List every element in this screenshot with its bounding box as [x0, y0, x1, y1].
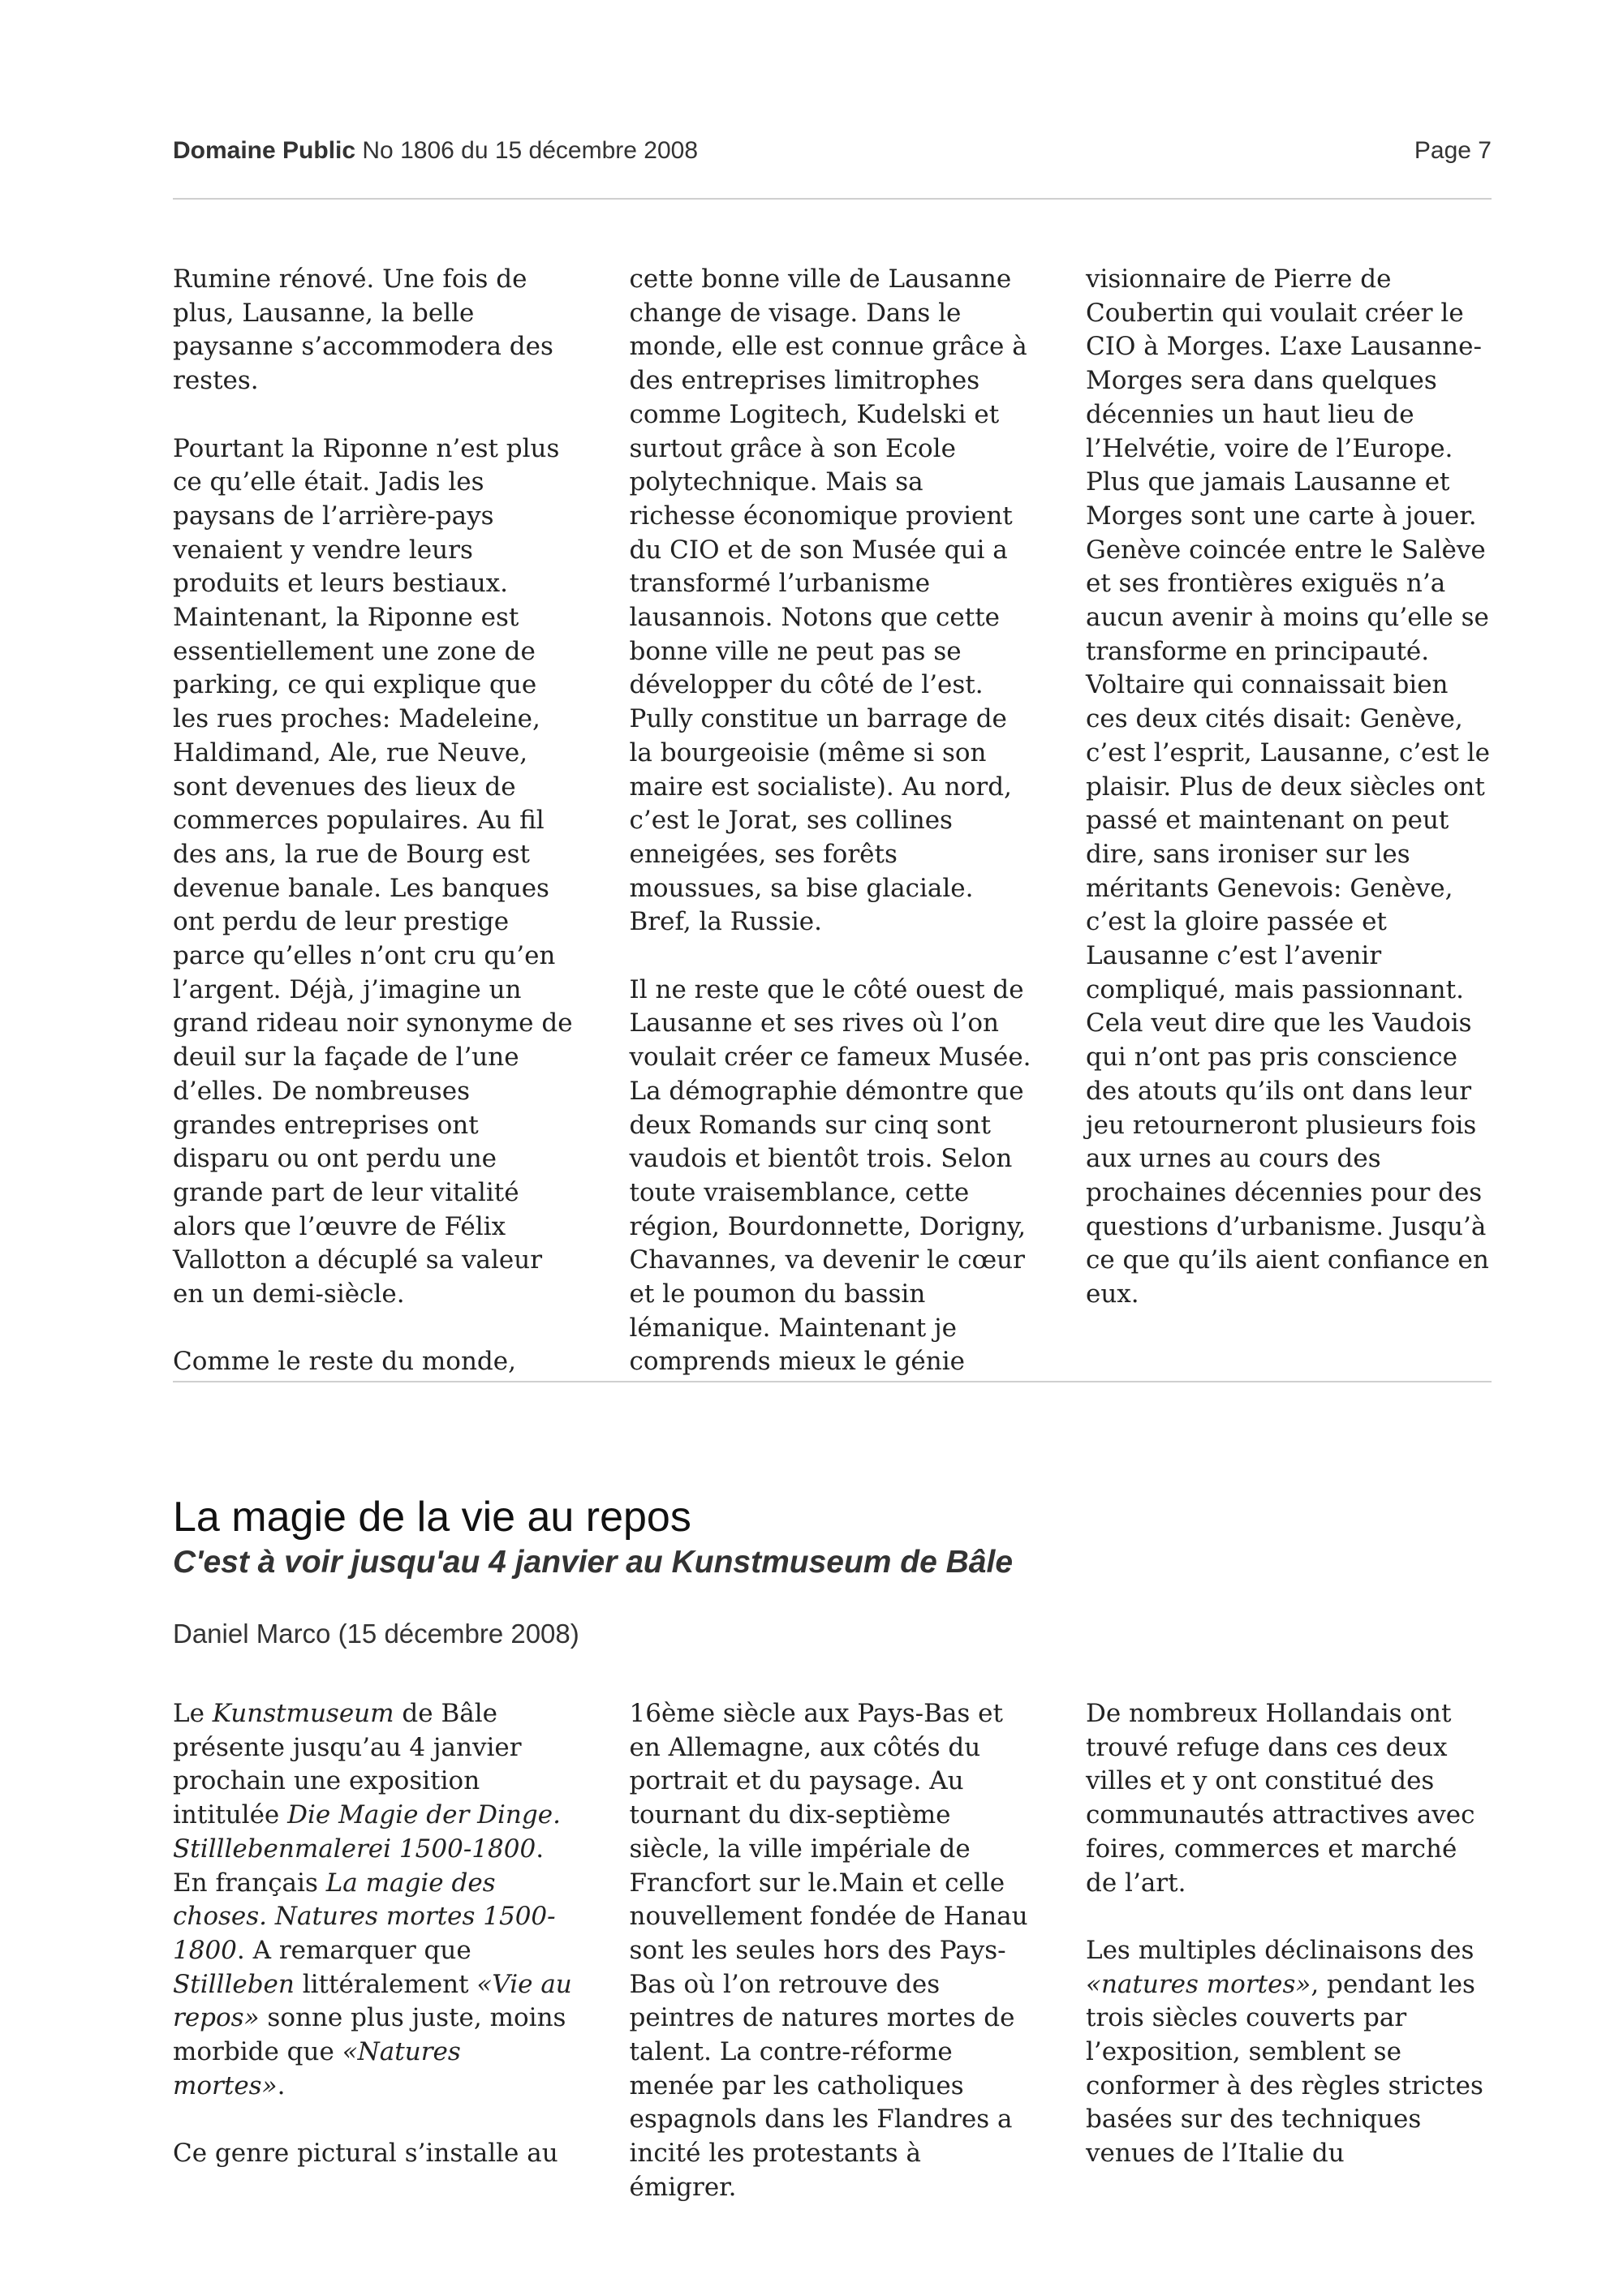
- page-header: [173, 133, 1492, 169]
- paragraph: [173, 1697, 579, 2103]
- text-run: Le: [173, 1699, 213, 1728]
- article-divider: [173, 1381, 1492, 1382]
- paragraph: Ce genre pictural s’installe au: [173, 2139, 558, 2169]
- italic-text: Stillleben: [173, 1969, 295, 1999]
- article-column-2: [630, 1697, 1035, 2205]
- article-column-3: [1086, 263, 1492, 1379]
- paragraph: Pourtant la Riponne n’est plus ce qu’elle était. Jadis les paysans de l’arrière-pays venaient y vendre leurs produits et leurs bestiaux. Maintenant, la Riponne est essentiellement une zone de parking, ce qui explique que les rues proches: Madeleine, Haldimand, Ale, rue Neuve, sont devenues des lieux de commerces populaires. Au fil des ans, la rue de Bourg est devenue banale. Les banques ont perdu de leur prestige parce qu’elles n’ont cru qu’en l’argent. Déjà, j’imagine un grand rideau noir synonyme de deuil sur la façade de l’une d’elles. De nombreuses grandes entreprises ont disparu ou ont perdu une grande part de leur vitalité alors que l’œuvre de Félix Vallotton a décuplé sa valeur en un demi-siècle.: [173, 433, 573, 1309]
- text-run: , pendant les trois siècles couverts par l’exposition, semblent se conformer à des règles strictes basées sur des techniques venues de l’Italie du: [1086, 1969, 1483, 2169]
- article-title: La magie de la vie au repos: [173, 1494, 691, 1541]
- article-column-3: [1086, 1697, 1492, 2205]
- article-column-1: [173, 1697, 579, 2205]
- paragraph: visionnaire de Pierre de Coubertin qui voulait créer le CIO à Morges. L’axe Lausanne-Morges sera dans quelques décennies un haut lieu de l’Helvétie, voire de l’Europe. Plus que jamais Lausanne et Morges sont une carte à jouer. Genève coincée entre le Salève et ses frontières exiguës n’a aucun avenir à moins qu’elle se transforme en principauté. Voltaire qui connaissait bien ces deux cités disait: Genève, c’est l’esprit, Lausanne, c’est le plaisir. Plus de deux siècles ont passé et maintenant on peut dire, sans ironiser sur les méritants Genevois: Genève, c’est la gloire passée et Lausanne c’est l’avenir compliqué, mais passionnant. Cela veut dire que les Vaudois qui n’ont pas pris conscience des atouts qu’ils ont dans leur jeu retourneront plusieurs fois aux urnes au cours des prochaines décennies pour des questions d’urbanisme. Jusqu’à ce que qu’ils aient confiance en eux.: [1086, 264, 1490, 1309]
- article-byline: Daniel Marco (15 décembre 2008): [173, 1619, 579, 1649]
- paragraph: Il ne reste que le côté ouest de Lausanne et ses rives où l’on voulait créer ce fameux Musée. La démographie démontre que deux Romands sur cinq sont vaudois et bientôt trois. Selon toute vraisemblance, cette région, Bourdonnette, Dorigny, Chavannes, va devenir le cœur et le poumon du bassin lémanique. Maintenant je comprends mieux le génie: [629, 974, 1031, 1377]
- text-run: littéralement: [294, 1969, 477, 1999]
- article-continued: [173, 263, 1492, 1379]
- italic-text: La magie des choses. Natures mortes 1500-1800: [173, 1868, 556, 1965]
- italic-text: «Natures mortes»: [173, 2037, 461, 2100]
- italic-text: Die Magie der Dinge. Stilllebenmalerei 1500-1800: [173, 1800, 561, 1864]
- text-run: . A remarquer que: [236, 1935, 471, 1965]
- italic-text: «natures mortes»: [1086, 1969, 1311, 1999]
- paragraph: 16ème siècle aux Pays-Bas et en Allemagne, aux côtés du portrait et du paysage. Au tournant du dix-septième siècle, la ville impériale de Francfort sur le.Main et celle nouvellement fondée de Hanau sont les seules hors des Pays-Bas où l’on retrouve des peintres de natures mortes de talent. La contre-réforme menée par les catholiques espagnols dans les Flandres a incité les protestants à émigrer.: [629, 1699, 1028, 2202]
- italic-text: «Vie au repos»: [173, 1969, 572, 2033]
- article-column-2: [630, 263, 1035, 1379]
- article-body: [173, 1697, 1492, 2205]
- paragraph: Comme le reste du monde,: [173, 1347, 516, 1377]
- text-run: sonne plus juste, moins morbide que: [173, 2003, 566, 2067]
- paragraph: cette bonne ville de Lausanne change de visage. Dans le monde, elle est connue grâce à des entreprises limitrophes comme Logitech, Kudelski et surtout grâce à son Ecole polytechnique. Mais sa richesse économique provient du CIO et de son Musée qui a transformé l’urbanisme lausannois. Notons que cette bonne ville ne peut pas se développer du côté de l’est. Pully constitue un barrage de la bourgeoisie (même si son maire est socialiste). Au nord, c’est le Jorat, ses collines enneigées, ses forêts moussues, sa bise glaciale. Bref, la Russie.: [629, 264, 1027, 937]
- text-run: . En français: [173, 1834, 545, 1898]
- issue-info: No 1806 du 15 décembre 2008: [362, 137, 699, 164]
- publication-name: Domaine Public: [173, 137, 356, 164]
- paragraph: Rumine rénové. Une fois de plus, Lausanne, la belle paysanne s’accommodera des restes.: [173, 264, 553, 396]
- article-subtitle: C'est à voir jusqu'au 4 janvier au Kunstmuseum de Bâle: [173, 1545, 1014, 1580]
- page-number: Page 7: [1414, 137, 1492, 164]
- text-run: Les multiples déclinaisons des: [1086, 1935, 1474, 1965]
- italic-text: Kunstmuseum: [212, 1699, 394, 1728]
- text-run: de Bâle présente jusqu’au 4 janvier prochain une exposition intitulée: [173, 1699, 522, 1830]
- paragraph: [1086, 1934, 1492, 2171]
- article-column-1: [173, 263, 579, 1379]
- paragraph: De nombreux Hollandais ont trouvé refuge dans ces deux villes et y ont constitué des communautés attractives avec foires, commerces et marché de l’art.: [1086, 1699, 1475, 1898]
- header-divider: [173, 198, 1492, 200]
- text-run: .: [277, 2070, 286, 2100]
